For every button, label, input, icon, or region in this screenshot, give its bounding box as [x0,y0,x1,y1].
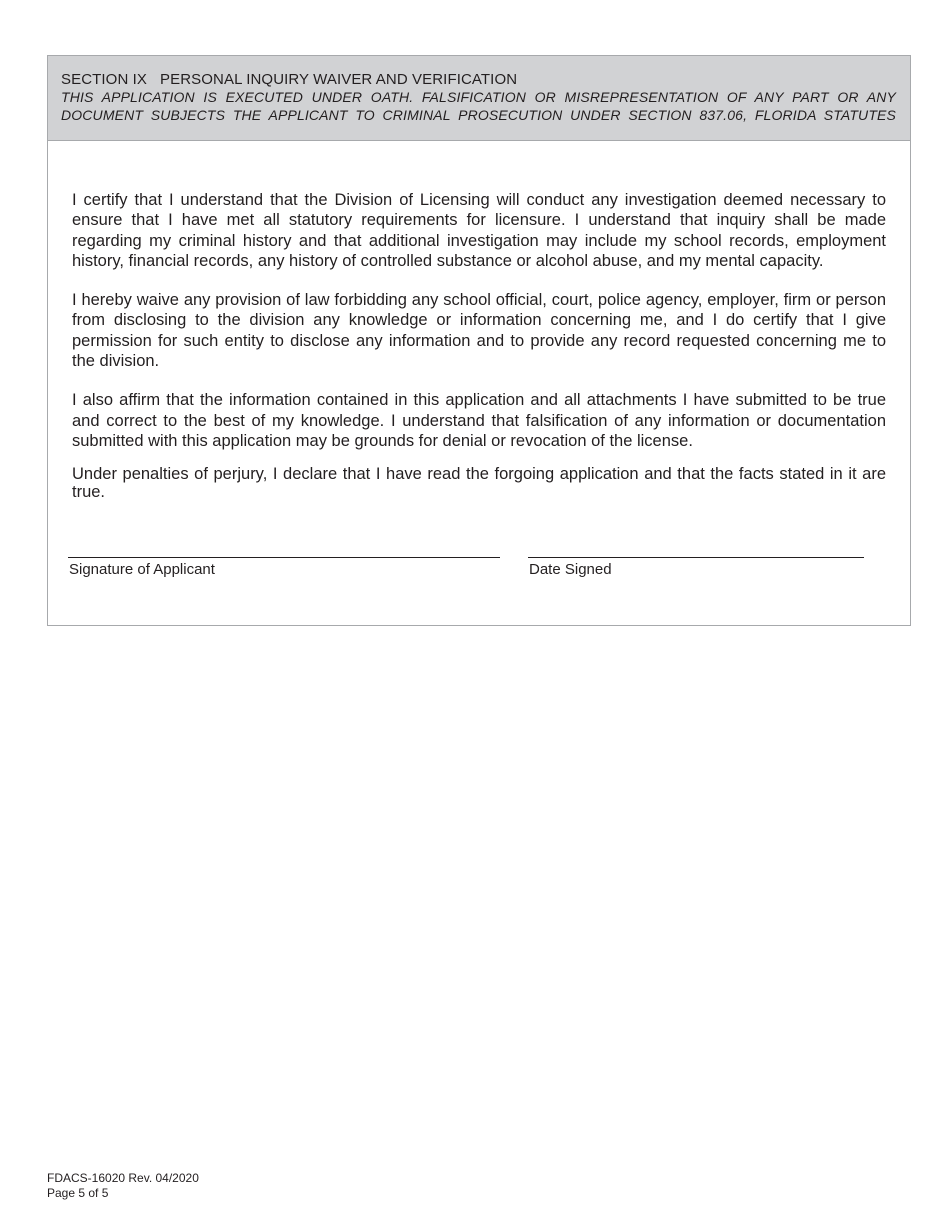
section-title [61,70,896,89]
section-body [48,141,910,501]
paragraph-perjury: Under penalties of perjury, I declare that I have read the forgoing application and that the facts stated in it are true. [72,465,886,501]
paragraph-investigation: I certify that I understand that the Division of Licensing will conduct any investigation deemed necessary to ensure that I have met all statutory requirements for licensure. I understand that inquiry shall be made regarding my criminal history and that additional investigation may include my school records, employment history, financial records, any history of controlled substance or alcohol abuse, and my mental capacity. [72,191,886,270]
applicant-signature-label: Signature of Applicant [69,561,215,578]
section-ix-box [47,55,911,626]
oath-warning-line-1: THIS APPLICATION IS EXECUTED UNDER OATH. FALSIFICATION OR MISREPRESENTATION OF ANY PART OR ANY [61,89,896,105]
form-id: FDACS-16020 Rev. 04/2020 [47,1171,199,1185]
section-number: SECTION IX [61,71,148,88]
page-footer [47,1171,199,1201]
date-signed-label: Date Signed [529,561,612,578]
oath-warning-line-2: DOCUMENT SUBJECTS THE APPLICANT TO CRIMINAL PROSECUTION UNDER SECTION 837.06, FLORIDA STATUTES [61,106,896,123]
page-number: Page 5 of 5 [47,1186,109,1200]
section-heading: PERSONAL INQUIRY WAIVER AND VERIFICATION [160,71,518,88]
oath-warning [61,89,896,124]
section-header [48,56,910,141]
paragraph-affirmation: I also affirm that the information contained in this application and all attachments I have submitted to be true and correct to the best of my knowledge. I understand that falsification of any information or documentation submitted with this application may be grounds for denial or revocation of the license. [72,391,886,450]
signature-row [68,557,908,587]
date-signed-field[interactable] [528,557,864,558]
applicant-signature-field[interactable] [68,557,500,558]
paragraph-waiver: I hereby waive any provision of law forbidding any school official, court, police agency, employer, firm or person from disclosing to the division any knowledge or information concerning me, and I do certify that I give permission for such entity to disclose any information and to provide any record requested concerning me to the division. [72,291,886,371]
